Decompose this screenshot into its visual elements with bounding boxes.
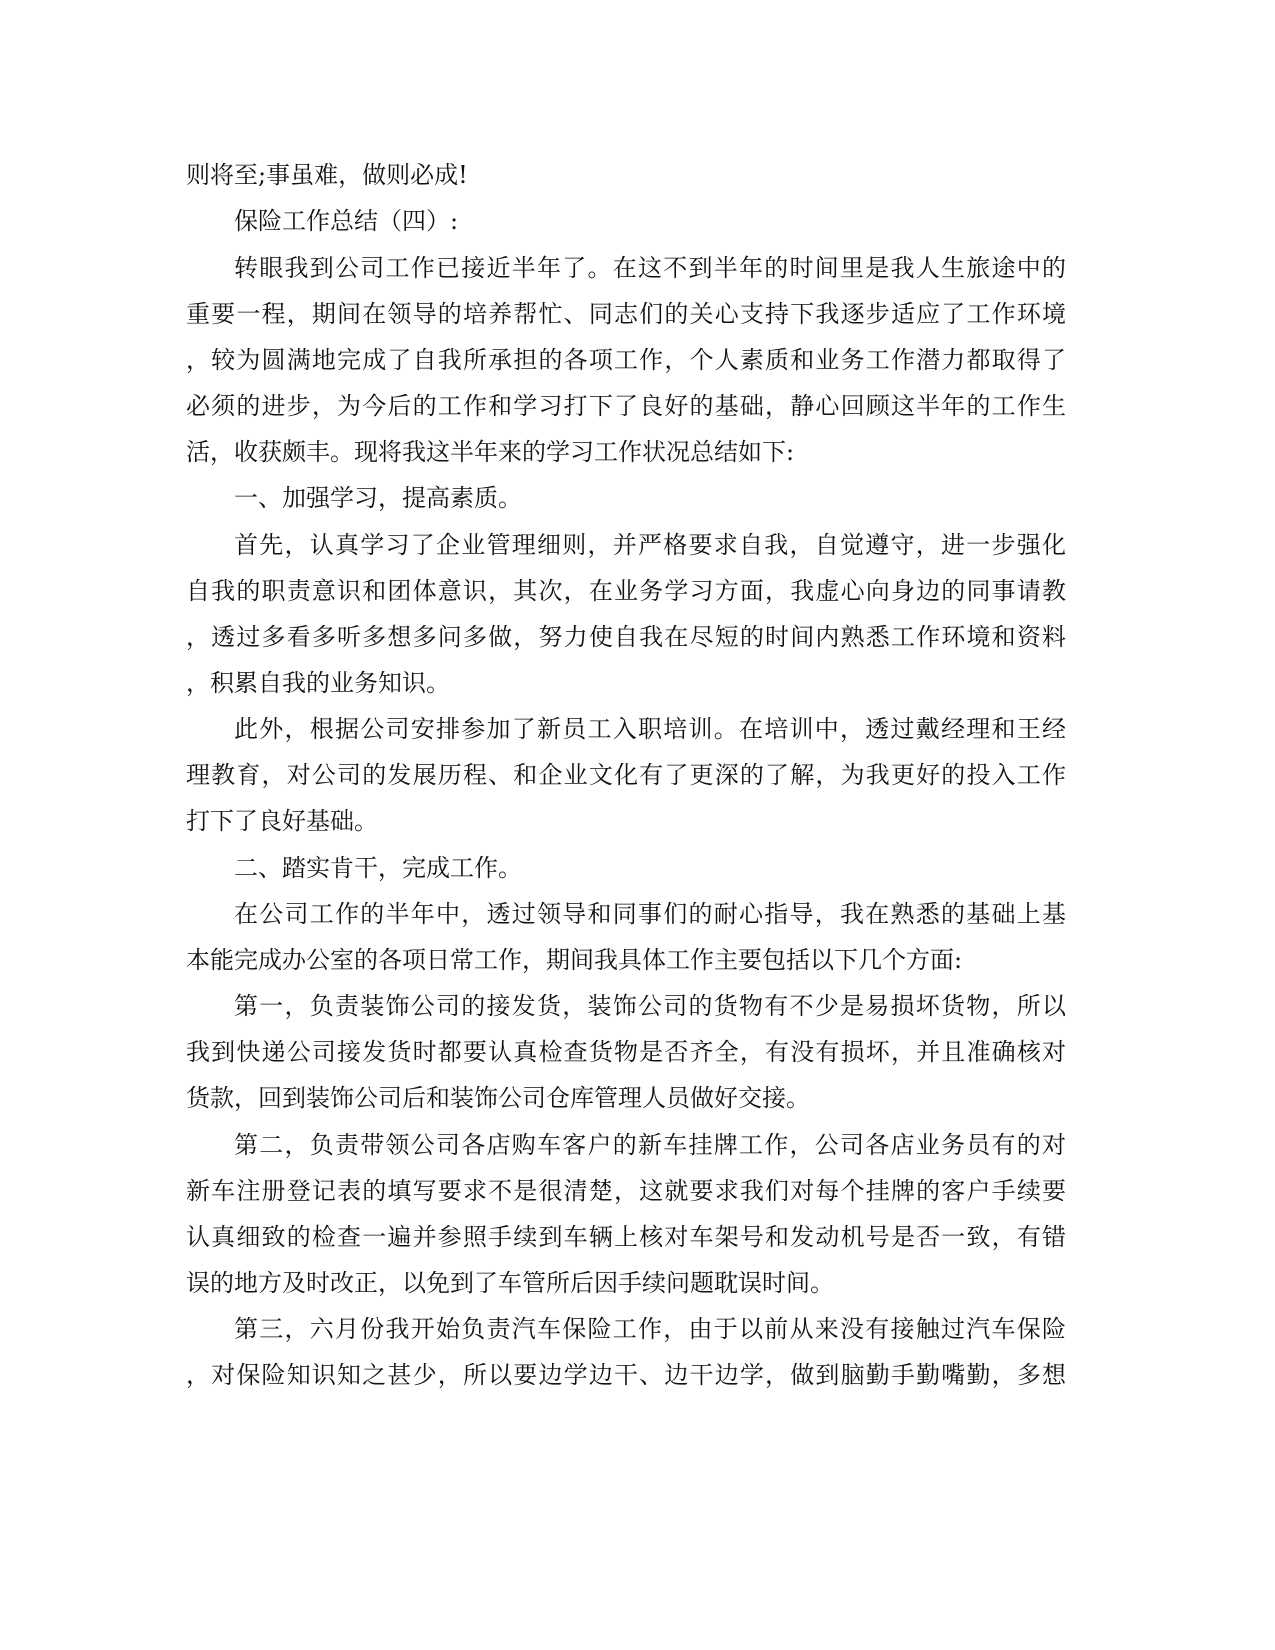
text-line-6: 必须的进步，为今后的工作和学习打下了良好的基础，静心回顾这半年的工作生 xyxy=(186,392,1066,420)
text-line-21: 货款，回到装饰公司后和装饰公司仓库管理人员做好交接。 xyxy=(186,1084,810,1112)
text-line-9: 首先，认真学习了企业管理细则，并严格要求自我，自觉遵守，进一步强化 xyxy=(234,531,1066,559)
text-line-7: 活，收获颇丰。现将我这半年来的学习工作状况总结如下: xyxy=(186,438,795,466)
text-line-15: 打下了良好基础。 xyxy=(186,807,378,835)
text-line-14: 理教育，对公司的发展历程、和企业文化有了更深的了解，为我更好的投入工作 xyxy=(186,761,1066,789)
text-line-1: 则将至;事虽难，做则必成! xyxy=(186,161,468,189)
text-line-20: 我到快递公司接发货时都要认真检查货物是否齐全，有没有损坏，并且准确核对 xyxy=(186,1038,1066,1066)
text-line-12: ，积累自我的业务知识。 xyxy=(186,669,450,697)
text-line-4: 重要一程，期间在领导的培养帮忙、同志们的关心支持下我逐步适应了工作环境 xyxy=(186,300,1066,328)
text-line-24: 认真细致的检查一遍并参照手续到车辆上核对车架号和发动机号是否一致，有错 xyxy=(186,1223,1066,1251)
text-line-23: 新车注册登记表的填写要求不是很清楚，这就要求我们对每个挂牌的客户手续要 xyxy=(186,1177,1066,1205)
text-line-13: 此外，根据公司安排参加了新员工入职培训。在培训中，透过戴经理和王经 xyxy=(234,715,1066,743)
text-line-11: ，透过多看多听多想多问多做，努力使自我在尽短的时间内熟悉工作环境和资料 xyxy=(186,623,1066,651)
text-line-18: 本能完成办公室的各项日常工作，期间我具体工作主要包括以下几个方面: xyxy=(186,946,963,974)
text-line-17: 在公司工作的半年中，透过领导和同事们的耐心指导，我在熟悉的基础上基 xyxy=(234,900,1066,928)
text-line-27: ，对保险知识知之甚少，所以要边学边干、边干边学，做到脑勤手勤嘴勤，多想 xyxy=(186,1361,1066,1389)
section-heading-2: 二、踏实肯干，完成工作。 xyxy=(234,854,522,882)
text-line-25: 误的地方及时改正，以免到了车管所后因手续问题耽误时间。 xyxy=(186,1269,834,1297)
text-line-26: 第三，六月份我开始负责汽车保险工作，由于以前从来没有接触过汽车保险 xyxy=(234,1315,1066,1343)
section-heading-1: 一、加强学习，提高素质。 xyxy=(234,484,522,512)
text-line-3: 转眼我到公司工作已接近半年了。在这不到半年的时间里是我人生旅途中的 xyxy=(234,254,1066,282)
text-line-19: 第一，负责装饰公司的接发货，装饰公司的货物有不少是易损坏货物，所以 xyxy=(234,992,1066,1020)
text-line-22: 第二，负责带领公司各店购车客户的新车挂牌工作，公司各店业务员有的对 xyxy=(234,1131,1066,1159)
text-line-10: 自我的职责意识和团体意识，其次，在业务学习方面，我虚心向身边的同事请教 xyxy=(186,577,1066,605)
text-line-5: ，较为圆满地完成了自我所承担的各项工作，个人素质和业务工作潜力都取得了 xyxy=(186,346,1066,374)
section-title-4: 保险工作总结（四）: xyxy=(234,207,459,235)
